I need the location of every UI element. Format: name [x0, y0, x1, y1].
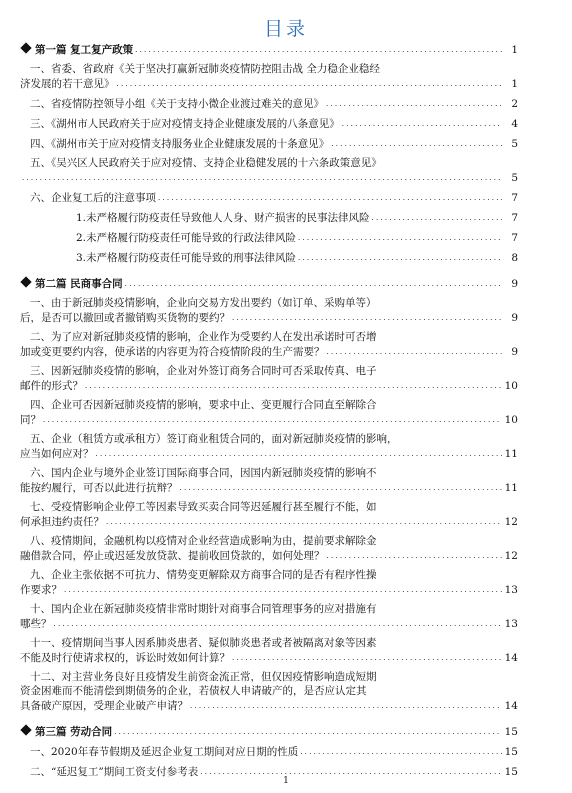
- dot-leader: [180, 480, 503, 495]
- toc-entry-text: [20, 97, 324, 111]
- toc-page-number: 9: [511, 278, 518, 290]
- toc-entry-text: [20, 515, 104, 529]
- dot-leader: [106, 514, 502, 529]
- toc-page-number: 7: [511, 192, 518, 204]
- toc-item-line: 十、国内企业在新冠肺炎疫情非常时期针对商事合同管理事务的应对措施有: [30, 603, 377, 615]
- toc-page-number: 13: [504, 584, 518, 596]
- toc-entry-text: [20, 745, 298, 759]
- toc-entry-text: [20, 231, 296, 245]
- toc-entry-label: 第一篇 复工复产政策: [35, 44, 134, 56]
- dot-leader: [85, 378, 502, 393]
- toc-entry-text: [20, 447, 94, 461]
- toc-page-number: 4: [511, 118, 518, 130]
- toc-entry-label: 三、《湖州市人民政府关于应对疫情支持企业健康发展的八条意见》: [30, 118, 340, 130]
- toc-row[interactable]: [20, 446, 518, 461]
- toc-entry-text: [20, 43, 133, 57]
- toc-page-number: 2: [511, 98, 518, 110]
- toc-item[interactable]: [20, 534, 518, 563]
- toc-entry-text: [20, 725, 112, 739]
- toc-item-line: 十一、疫情期间当事人因系肺炎患者、疑似肺炎患者或者被隔离对象等因素: [30, 637, 377, 649]
- diamond-bullet-icon: [20, 724, 31, 735]
- toc-item[interactable]: [20, 296, 518, 325]
- toc-page-number: 7: [511, 212, 518, 224]
- toc-item[interactable]: [20, 670, 518, 713]
- toc-item[interactable]: [20, 744, 518, 759]
- toc-item[interactable]: [20, 156, 518, 185]
- toc-item-line: 资金困难而不能清偿到期债务的企业，若债权人申请破产的，是否应认定其: [20, 685, 367, 697]
- toc-entry-label: 四、《湖州市关于应对疫情支持服务业企业健康发展的十条意见》: [30, 138, 330, 150]
- toc-entry-label: 六、企业复工后的注意事项: [30, 192, 156, 204]
- toc-page-number: 15: [504, 746, 518, 758]
- toc-part-heading[interactable]: [20, 276, 518, 291]
- toc-entry-text: [20, 311, 230, 325]
- toc-entry-text: [20, 481, 178, 495]
- toc-entry-text: [20, 117, 340, 131]
- dot-leader: [232, 310, 502, 325]
- dot-leader: [331, 136, 502, 151]
- toc-row[interactable]: [20, 582, 518, 597]
- toc-item-line: 三、因新冠肺炎疫情的影响，企业对外签订商务合同时可否采取传真、电子: [30, 365, 377, 377]
- toc-row[interactable]: [20, 76, 518, 91]
- toc-entry-label: 邮件的形式？: [20, 380, 83, 392]
- toc-entry-label: 能按约履行，可否以此进行抗辩？: [20, 482, 178, 494]
- toc-entry-text: [20, 583, 62, 597]
- toc-entry-label: 融借款合同，停止或迟延发放贷款、提前收回贷款的，如何处理？: [20, 550, 325, 562]
- dot-leader: [114, 724, 502, 739]
- dot-leader: [327, 548, 503, 563]
- page-number: 1: [283, 776, 289, 786]
- toc-entry-label: 作要求？: [20, 584, 62, 596]
- toc-item-line: 十二、对主营业务良好且疫情发生前资金流正常，但仅因疫情影响造成短期: [30, 671, 377, 683]
- dot-leader: [22, 170, 502, 185]
- toc-row[interactable]: [20, 412, 518, 427]
- toc-entry-text: [20, 211, 370, 225]
- dot-leader: [342, 116, 502, 131]
- toc-row[interactable]: [20, 548, 518, 563]
- toc-row[interactable]: [20, 96, 518, 111]
- page-title: 目录: [263, 18, 308, 40]
- toc-entry-text: [20, 617, 52, 631]
- toc-item[interactable]: [20, 190, 518, 205]
- dot-leader: [232, 650, 502, 665]
- toc-item[interactable]: [20, 330, 518, 359]
- toc-entry-text: [20, 277, 123, 291]
- toc-entry-text: [20, 251, 296, 265]
- toc-item[interactable]: [20, 636, 518, 665]
- toc-subitem[interactable]: [20, 210, 518, 225]
- toc-page-number: 14: [504, 700, 518, 712]
- toc-item[interactable]: [20, 364, 518, 393]
- dot-leader: [135, 42, 502, 57]
- dot-leader: [327, 344, 503, 359]
- toc-page-number: 11: [504, 482, 518, 494]
- toc-item-line: 六、国内企业与境外企业签订国际商事合同，因国内新冠肺炎疫情的影响不: [30, 467, 377, 479]
- toc-row[interactable]: [20, 480, 518, 495]
- toc-page-number: 10: [504, 380, 518, 392]
- toc-item-line: 二、为了应对新冠肺炎疫情的影响，企业作为受要约人在发出承诺时可否增: [30, 331, 377, 343]
- toc-item[interactable]: [20, 500, 518, 529]
- toc-entry-label: 第二篇 民商事合同: [35, 278, 123, 290]
- toc-entry-label: 具备破产原因，受理企业破产申请？: [20, 700, 188, 712]
- toc-item[interactable]: [20, 116, 518, 131]
- toc-page-number: 1: [511, 44, 518, 56]
- toc-page-number: 9: [511, 346, 518, 358]
- toc-subitem[interactable]: [20, 250, 518, 265]
- toc-entry-label: 应当如何应对？: [20, 448, 94, 460]
- toc-row[interactable]: [20, 514, 518, 529]
- toc-page-number: 5: [511, 172, 518, 184]
- dot-leader: [158, 190, 502, 205]
- toc-item-line: 一、省委、省政府《关于坚决打赢新冠肺炎疫情防控阻击战 全力稳企业稳经: [30, 63, 380, 75]
- toc-entry-text: [20, 379, 83, 393]
- toc-item-line: 五、企业（租赁方或承租方）签订商业租赁合同的，面对新冠肺炎疫情的影响，: [30, 433, 398, 445]
- toc-row[interactable]: [20, 698, 518, 713]
- toc-page-number: 11: [504, 448, 518, 460]
- dot-leader: [96, 446, 503, 461]
- toc-part-heading[interactable]: [20, 724, 518, 739]
- toc-row[interactable]: [20, 116, 518, 131]
- toc-entry-label: 1.未严格履行防疫责任导致他人人身、财产损害的民事法律风险: [76, 212, 370, 224]
- diamond-bullet-icon: [20, 42, 31, 53]
- toc-page-number: 12: [504, 516, 518, 528]
- toc-entry-label: 二、省疫情防控领导小组《关于支持小微企业渡过难关的意见》: [30, 98, 324, 110]
- toc-entry-text: [20, 699, 188, 713]
- dot-leader: [125, 276, 502, 291]
- toc-page-number: 12: [504, 550, 518, 562]
- toc-entry-label: 一、2020年春节假期及延迟企业复工期间对应日期的性质: [30, 746, 299, 758]
- dot-leader: [190, 698, 502, 713]
- toc-entry-text: [20, 413, 41, 427]
- toc-item[interactable]: [20, 62, 518, 91]
- toc-item[interactable]: [20, 568, 518, 597]
- toc-row[interactable]: [20, 310, 518, 325]
- toc-page-number: 13: [504, 618, 518, 630]
- toc-entry-label: 何承担违约责任？: [20, 516, 104, 528]
- toc-item[interactable]: [20, 398, 518, 427]
- toc-page-number: 15: [504, 726, 518, 738]
- toc-entry-label: 3.未严格履行防疫责任可能导致的刑事法律风险: [76, 252, 297, 264]
- toc-entry-text: [20, 77, 115, 91]
- dot-leader: [300, 744, 502, 759]
- toc-row[interactable]: [20, 170, 518, 185]
- toc-item-line: 四、企业可否因新冠肺炎疫情的影响，要求中止、变更履行合同直至解除合: [30, 399, 377, 411]
- toc-entry-text: [20, 137, 329, 151]
- toc-row[interactable]: [20, 344, 518, 359]
- toc-row[interactable]: [20, 744, 518, 759]
- toc-entry-label: 不能及时行使请求权的，诉讼时效如何计算？: [20, 652, 230, 664]
- dot-leader: [372, 210, 502, 225]
- toc-entry-label: 后，是否可以撤回或者撤销购买货物的要约？: [20, 312, 230, 324]
- toc-item-line: 五、《吴兴区人民政府关于应对疫情、支持企业稳健发展的十六条政策意见》: [30, 157, 382, 169]
- toc-item[interactable]: [20, 136, 518, 151]
- toc-entry-text: [20, 651, 230, 665]
- dot-leader: [326, 96, 502, 111]
- toc-entry-label: 第三篇 劳动合同: [35, 726, 113, 738]
- toc-page-number: 7: [511, 232, 518, 244]
- toc-row[interactable]: [20, 650, 518, 665]
- dot-leader: [54, 616, 503, 631]
- toc-page-number: 15: [504, 766, 518, 778]
- toc-page-number: 8: [511, 252, 518, 264]
- toc-part-heading[interactable]: [20, 42, 518, 57]
- dot-leader: [298, 230, 502, 245]
- diamond-bullet-icon: [20, 276, 31, 287]
- dot-leader: [43, 412, 502, 427]
- toc-row[interactable]: [20, 378, 518, 393]
- toc-item-line: 九、企业主张依据不可抗力、情势变更解除双方商事合同的是否有程序性操: [30, 569, 377, 581]
- toc-entry-label: 哪些？: [20, 618, 52, 630]
- dot-leader: [64, 582, 502, 597]
- toc-item[interactable]: [20, 432, 518, 461]
- toc-entry-label: 二、“延迟复工”期间工资支付参考表: [30, 766, 199, 778]
- toc-entry-label: 济发展的若干意见》: [20, 78, 115, 90]
- toc-item-line: 八、疫情期间，金融机构以疫情对企业经营造成影响为由，提前要求解除金: [30, 535, 377, 547]
- toc-item[interactable]: [20, 96, 518, 111]
- toc-item[interactable]: [20, 602, 518, 631]
- toc-page-number: 10: [504, 414, 518, 426]
- toc-page-number: 5: [511, 138, 518, 150]
- toc-row[interactable]: [20, 616, 518, 631]
- dot-leader: [117, 76, 503, 91]
- toc-page-number: 1: [511, 78, 518, 90]
- toc-page-number: 9: [511, 312, 518, 324]
- toc-subitem[interactable]: [20, 230, 518, 245]
- toc-entry-label: 加或变更要约内容，使承诺的内容更为符合疫情阶段的生产需要？: [20, 346, 325, 358]
- toc-entry-text: [20, 345, 325, 359]
- table-of-contents: [20, 42, 518, 790]
- toc-item-line: 七、受疫情影响企业停工等因素导致买卖合同等迟延履行甚至履行不能，如: [30, 501, 377, 513]
- toc-entry-text: [20, 549, 325, 563]
- toc-item[interactable]: [20, 466, 518, 495]
- toc-entry-label: 2.未严格履行防疫责任可能导致的行政法律风险: [76, 232, 297, 244]
- toc-row[interactable]: [20, 190, 518, 205]
- toc-entry-text: [20, 191, 156, 205]
- toc-page-number: 14: [504, 652, 518, 664]
- toc-entry-label: 同？: [20, 414, 41, 426]
- dot-leader: [298, 250, 502, 265]
- toc-item-line: 一、由于新冠肺炎疫情影响，企业向交易方发出要约（如订单、采购单等）: [30, 297, 377, 309]
- toc-row[interactable]: [20, 136, 518, 151]
